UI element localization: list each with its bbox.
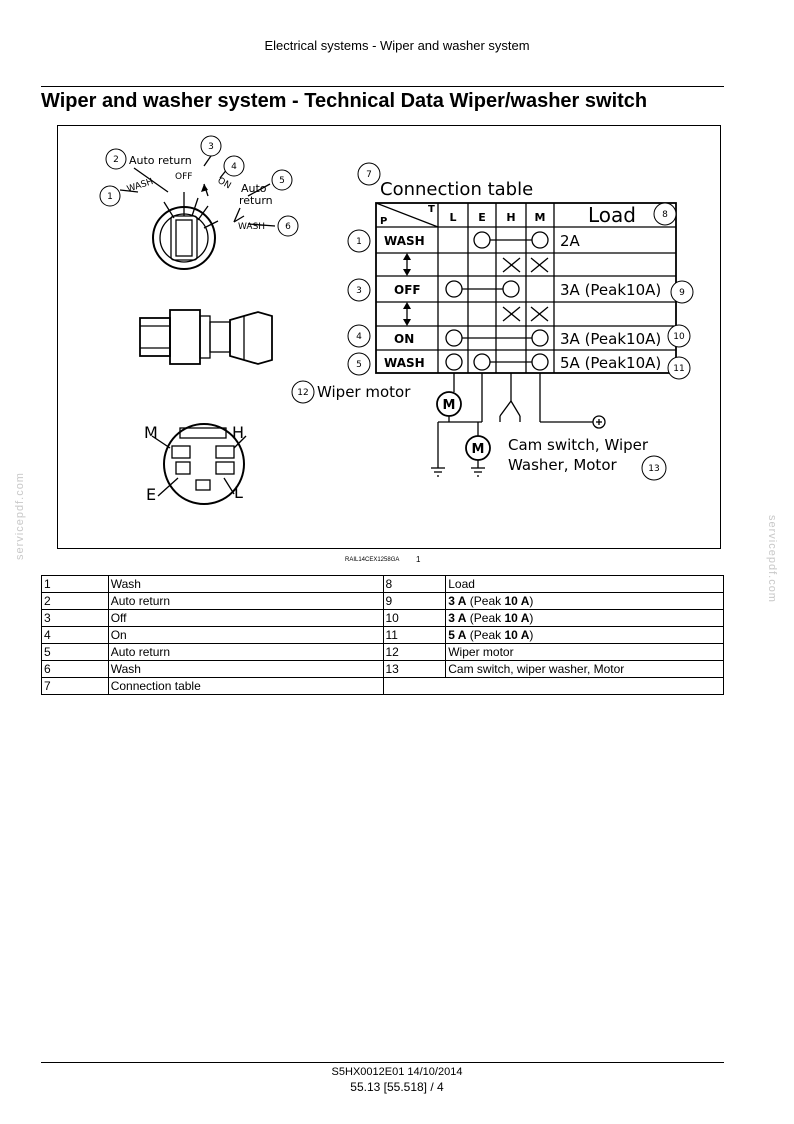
terminal-l: L xyxy=(234,483,243,502)
table-load-on: 3A (Peak10A) xyxy=(560,330,662,348)
label-off: OFF xyxy=(175,172,193,182)
wiring-diagram xyxy=(58,126,722,550)
legend-text-bold: 10 A xyxy=(504,610,530,625)
callout-text-12: 12 xyxy=(297,388,309,398)
legend-text-part: (Peak xyxy=(466,627,505,642)
legend-num: 1 xyxy=(42,576,109,593)
callout-text-2: 2 xyxy=(113,155,119,165)
footer-page-number: 55.13 [55.518] / 4 xyxy=(350,1080,444,1094)
legend-text xyxy=(446,593,724,610)
motor-symbol-1: M xyxy=(442,398,456,413)
legend-num: 12 xyxy=(383,644,446,661)
callout-text-1: 1 xyxy=(107,192,113,202)
legend-text-part: Wiper motor xyxy=(448,644,514,659)
table-col-l: L xyxy=(449,211,457,224)
table-row xyxy=(42,661,724,678)
wiper-motor-label: Wiper motor xyxy=(317,383,411,401)
legend-text-part: ) xyxy=(529,610,534,625)
legend-text-bold: 10 A xyxy=(504,627,530,642)
legend-num: 9 xyxy=(383,593,446,610)
wiring-figure xyxy=(57,125,721,549)
legend-num: 6 xyxy=(42,661,109,678)
table-row xyxy=(42,644,724,661)
legend-text: Wash xyxy=(108,661,383,678)
table-load-wash-1: 2A xyxy=(560,232,580,250)
callout-text-7: 7 xyxy=(366,170,372,180)
table-row xyxy=(42,576,724,593)
motor-symbol-2: M xyxy=(471,442,485,457)
legend-text xyxy=(446,661,724,678)
legend-text: Wash xyxy=(108,576,383,593)
table-corner-p: P xyxy=(380,216,388,227)
legend-num: 4 xyxy=(42,627,109,644)
footer-doc-code: S5HX0012E01 14/10/2014 xyxy=(331,1066,463,1078)
callout-text-5-table: 5 xyxy=(356,360,362,370)
table-corner-t: T xyxy=(428,204,435,215)
header-rule xyxy=(41,86,724,87)
legend-num: 5 xyxy=(42,644,109,661)
label-on: ON xyxy=(215,175,233,192)
terminal-h: H xyxy=(232,423,245,442)
legend-text xyxy=(446,576,724,593)
callout-text-5: 5 xyxy=(279,176,285,186)
table-row xyxy=(42,678,724,695)
label-wash-right: WASH xyxy=(238,222,266,232)
legend-text xyxy=(446,644,724,661)
table-col-h: H xyxy=(506,211,516,224)
callout-text-6: 6 xyxy=(285,222,291,232)
legend-text: Off xyxy=(108,610,383,627)
legend-empty xyxy=(383,678,724,695)
cam-switch-label-2: Washer, Motor xyxy=(508,456,617,474)
figure-number: 1 xyxy=(416,555,421,564)
legend-num: 7 xyxy=(42,678,109,695)
running-header: Electrical systems - Wiper and washer system xyxy=(264,38,530,53)
legend-text-part: Cam switch, wiper washer, Motor xyxy=(448,661,625,676)
terminal-e: E xyxy=(146,485,157,504)
legend-text-part: (Peak xyxy=(466,610,505,625)
callout-text-11: 11 xyxy=(673,364,685,374)
watermark-right: servicepdf.com xyxy=(766,515,778,603)
legend-text-part: ) xyxy=(529,627,534,642)
table-row xyxy=(42,610,724,627)
label-auto-return-left: Auto return xyxy=(129,154,192,167)
legend-text: Auto return xyxy=(108,644,383,661)
legend-text-part: (Peak xyxy=(466,593,505,608)
callout-text-3-table: 3 xyxy=(356,286,362,296)
legend-text-bold: 3 A xyxy=(448,610,467,625)
legend-text-bold: 10 A xyxy=(504,593,530,608)
callout-text-4: 4 xyxy=(231,162,237,172)
table-load-header: Load xyxy=(588,203,636,227)
legend-num: 10 xyxy=(383,610,446,627)
table-col-m: M xyxy=(534,211,546,224)
legend-text: Connection table xyxy=(108,678,383,695)
watermark-left: servicepdf.com xyxy=(14,472,26,560)
legend-text-part: Load xyxy=(448,576,475,591)
table-load-wash-2: 5A (Peak10A) xyxy=(560,354,662,372)
footer-rule xyxy=(41,1062,724,1063)
label-auto-return-right-2: return xyxy=(239,194,273,207)
legend-num: 3 xyxy=(42,610,109,627)
terminal-m: M xyxy=(144,423,158,442)
legend-num: 11 xyxy=(383,627,446,644)
callout-text-10: 10 xyxy=(673,332,685,342)
callout-text-1-table: 1 xyxy=(356,237,362,247)
table-row-off: OFF xyxy=(394,283,421,297)
legend-text: Auto return xyxy=(108,593,383,610)
label-wash-left: WASH xyxy=(125,176,155,195)
legend-num: 2 xyxy=(42,593,109,610)
callout-text-4-table: 4 xyxy=(356,332,362,342)
table-row-wash-1: WASH xyxy=(384,234,425,248)
legend-num: 13 xyxy=(383,661,446,678)
legend-text xyxy=(446,610,724,627)
legend-num: 8 xyxy=(383,576,446,593)
connection-table-title: Connection table xyxy=(380,179,534,200)
page-title: Wiper and washer system - Technical Data Wiper/washer switch xyxy=(41,90,648,112)
callout-text-8: 8 xyxy=(662,210,668,220)
callout-text-9: 9 xyxy=(679,288,685,298)
legend-text-bold: 5 A xyxy=(448,627,467,642)
figure-ref-code: RAIL14CEX1258GA xyxy=(345,557,400,563)
table-row xyxy=(42,593,724,610)
table-row xyxy=(42,627,724,644)
callout-text-3: 3 xyxy=(208,142,214,152)
cam-switch-label-1: Cam switch, Wiper xyxy=(508,436,649,454)
table-row-on: ON xyxy=(394,332,415,346)
legend-text xyxy=(446,627,724,644)
label-auto-return-right-1: Auto xyxy=(241,182,267,195)
legend-text-part: ) xyxy=(529,593,534,608)
legend-text: On xyxy=(108,627,383,644)
table-col-e: E xyxy=(478,211,486,224)
table-row-wash-2: WASH xyxy=(384,356,425,370)
table-load-off: 3A (Peak10A) xyxy=(560,281,662,299)
legend-table xyxy=(41,575,724,695)
legend-text-bold: 3 A xyxy=(448,593,467,608)
callout-text-13: 13 xyxy=(648,464,660,474)
